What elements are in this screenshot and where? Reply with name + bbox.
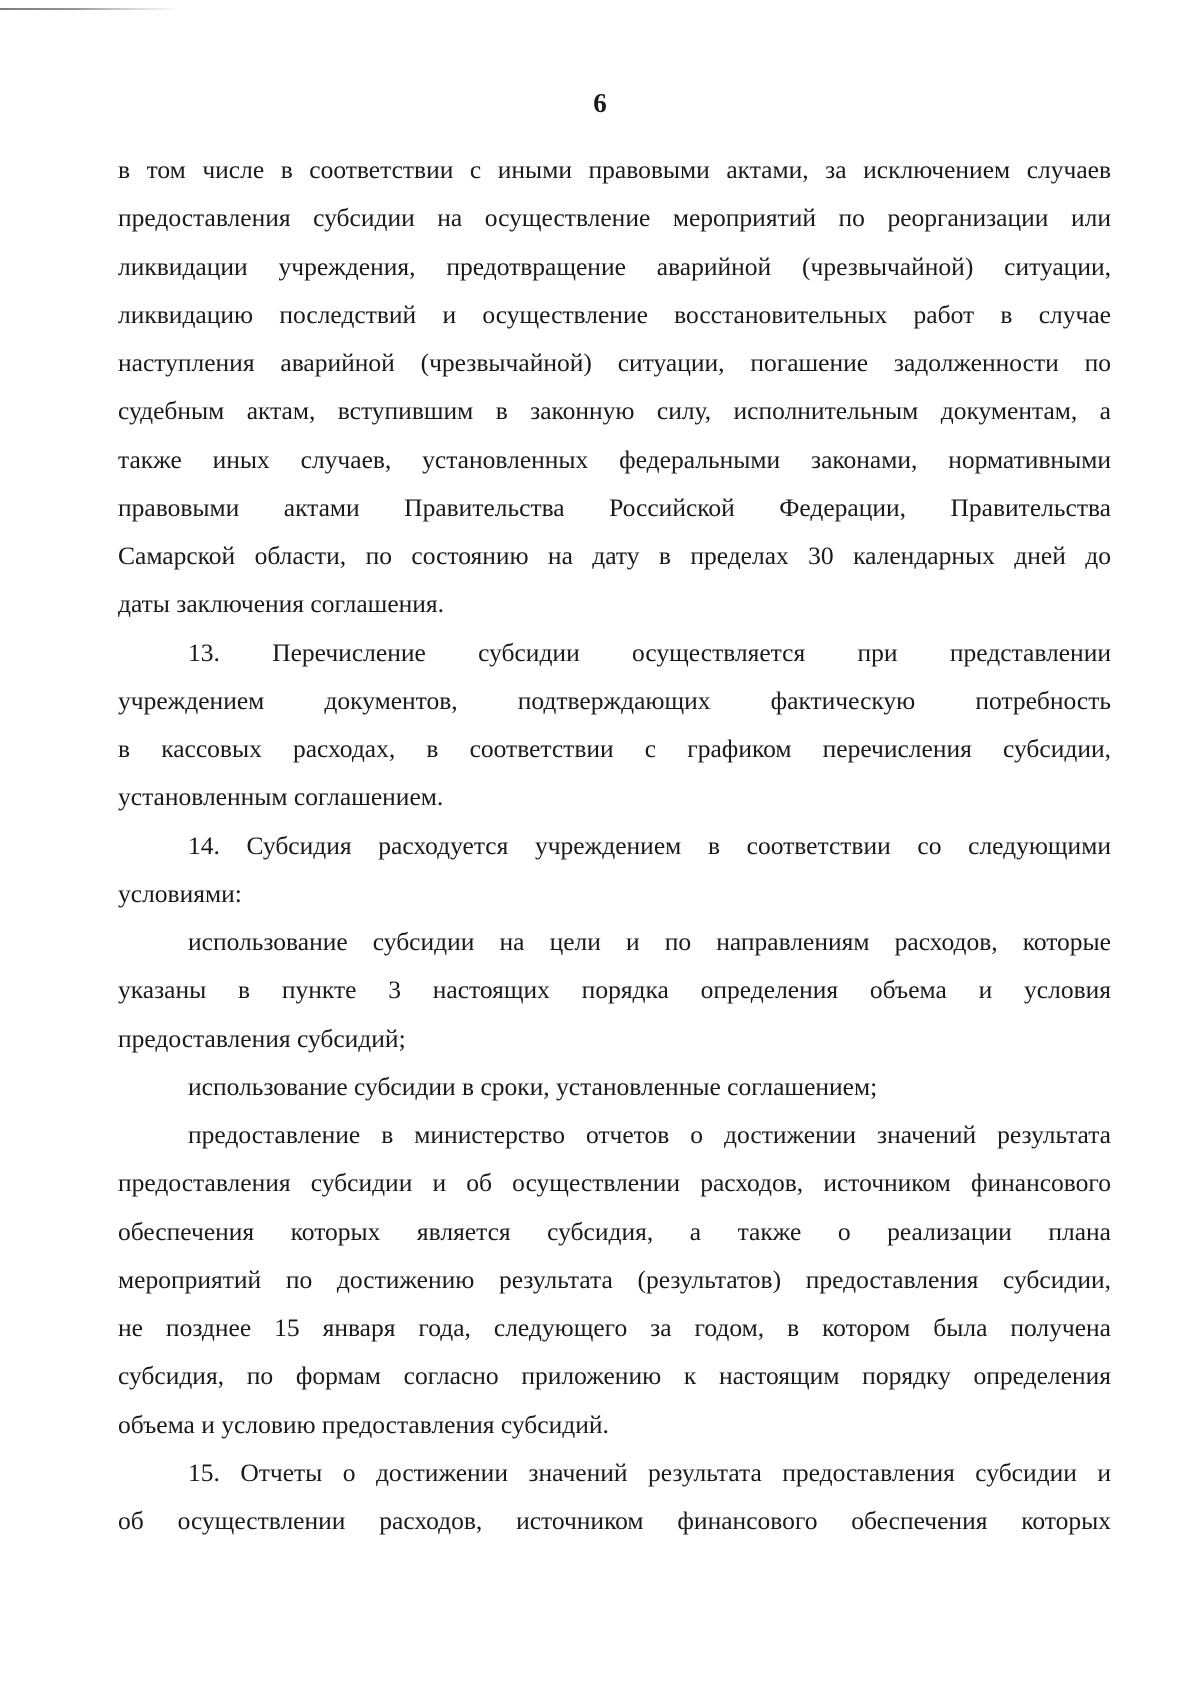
text-line: не позднее 15 января года, следующего за годом, в котором была получена	[118, 1313, 1111, 1342]
text-line: предоставления субсидии и об осуществлении расходов, источником финансового	[118, 1168, 1111, 1198]
text-line: мероприятий по достижению результата (результатов) предоставления субсидии,	[118, 1264, 1111, 1294]
text-line: даты заключения соглашения.	[118, 589, 445, 619]
text-line: 13. Перечисление субсидии осуществляется при представлении	[188, 637, 1111, 667]
document-body	[118, 146, 1111, 1545]
text-line: указаны в пункте 3 настоящих порядка определения объема и условия	[118, 975, 1111, 1005]
text-line: в том числе в соответствии с иными правовыми актами, за исключением случаев	[118, 155, 1111, 184]
text-line: 15. Отчеты о достижении значений результата предоставления субсидии и	[188, 1457, 1111, 1487]
text-line: использование субсидии на цели и по направлениям расходов, которые	[188, 927, 1111, 956]
text-line: использование субсидии в сроки, установленные соглашением;	[188, 1071, 878, 1101]
text-line: в кассовых расходах, в соответствии с графиком перечисления субсидии,	[118, 734, 1111, 763]
text-line: наступления аварийной (чрезвычайной) ситуации, погашение задолженности по	[118, 348, 1111, 377]
text-line: предоставление в министерство отчетов о достижении значений результата	[188, 1120, 1111, 1149]
text-line: Самарской области, по состоянию на дату в пределах 30 календарных дней до	[118, 541, 1111, 570]
text-line: судебным актам, вступившим в законную силу, исполнительным документам, а	[118, 396, 1111, 426]
page-number: 6	[593, 88, 607, 118]
text-line: объема и условию предоставления субсидий.	[118, 1409, 609, 1439]
text-line: обеспечения которых является субсидия, а также о реализации плана	[118, 1216, 1111, 1246]
text-line: учреждением документов, подтверждающих фактическую потребность	[118, 685, 1111, 715]
text-line: об осуществлении расходов, источником финансового обеспечения которых	[118, 1506, 1111, 1535]
text-line: также иных случаев, установленных федеральными законами, нормативными	[118, 444, 1111, 474]
text-line: правовыми актами Правительства Российской Федерации, Правительства	[118, 492, 1111, 522]
text-line: 14. Субсидия расходуется учреждением в соответствии со следующими	[188, 830, 1111, 860]
text-line: ликвидации учреждения, предотвращение аварийной (чрезвычайной) ситуации,	[118, 251, 1111, 281]
text-line: субсидия, по формам согласно приложению к настоящим порядку определения	[118, 1361, 1111, 1391]
text-line: условиями:	[118, 878, 242, 908]
text-line: ликвидацию последствий и осуществление восстановительных работ в случае	[118, 299, 1111, 329]
text-line: установленным соглашением.	[118, 782, 444, 812]
scan-edge-mark	[0, 8, 180, 10]
text-line: предоставления субсидий;	[118, 1023, 406, 1053]
text-line: предоставления субсидии на осуществление мероприятий по реорганизации или	[118, 203, 1111, 233]
